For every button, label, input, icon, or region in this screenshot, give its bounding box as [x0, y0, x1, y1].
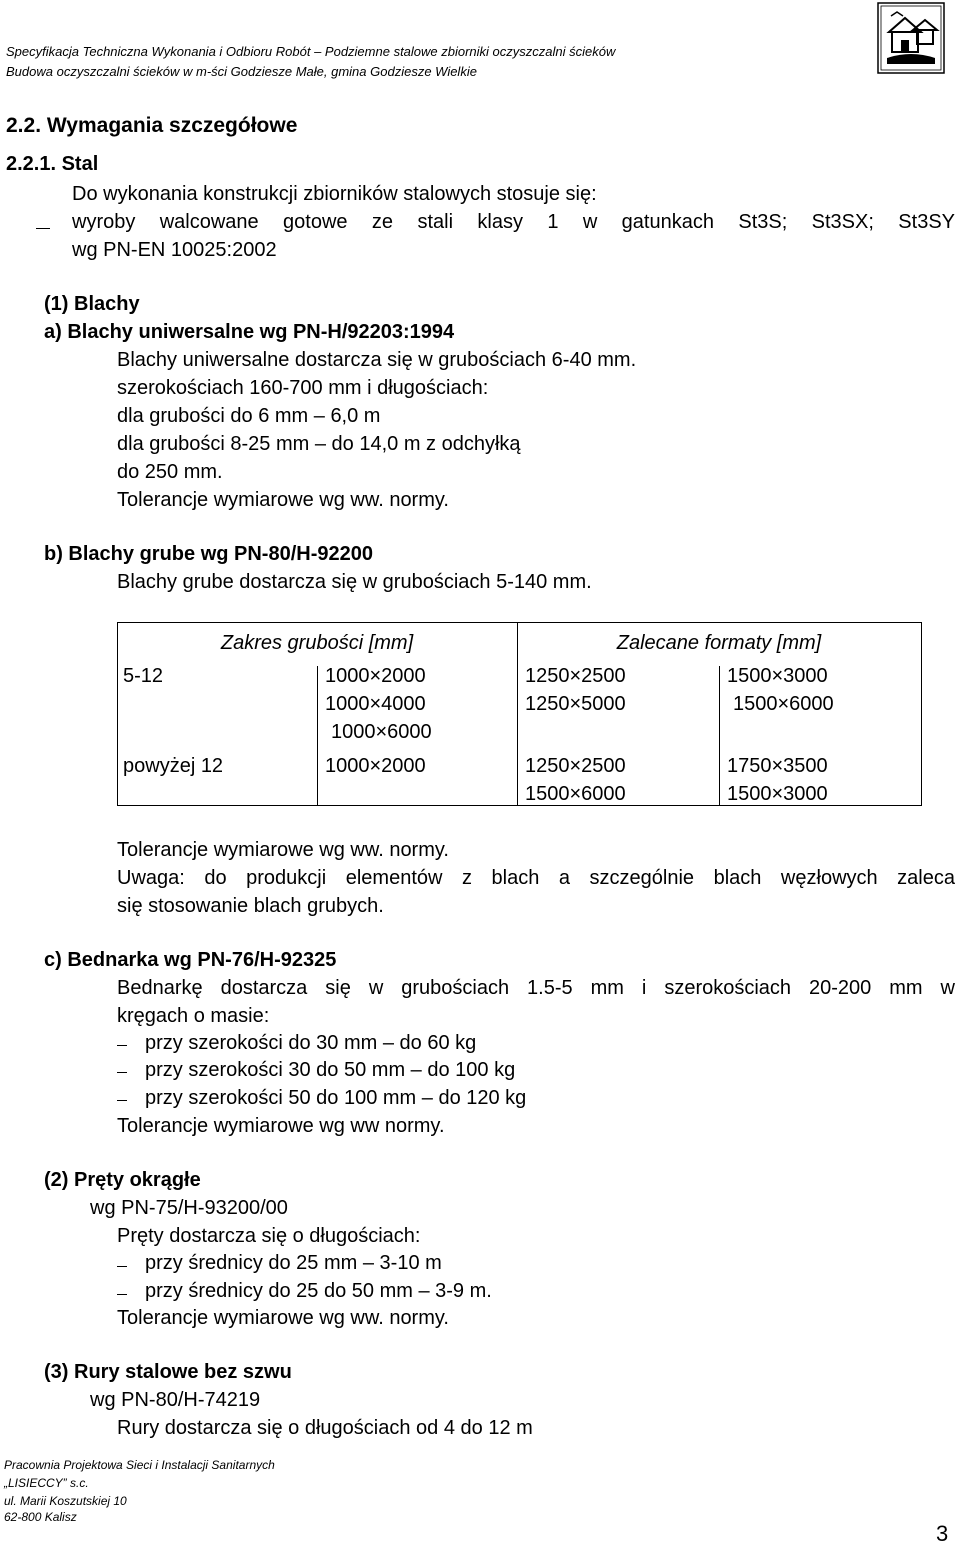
footer-line-4: 62-800 Kalisz: [4, 1510, 77, 1524]
table-cell-format: 1250×2500: [525, 755, 626, 777]
table-cell-size: 1000×2000: [325, 665, 426, 687]
blachy-a-line: dla grubości do 6 mm – 6,0 m: [117, 405, 381, 427]
bednarka-bullet: przy szerokości 50 do 100 mm – do 120 kg: [145, 1087, 527, 1109]
bednarka-heading: c) Bednarka wg PN-76/H-92325: [44, 949, 337, 971]
blachy-a-line: Blachy uniwersalne dostarcza się w grubościach 6-40 mm.: [117, 349, 637, 371]
blachy-a-heading: a) Blachy uniwersalne wg PN-H/92203:1994: [44, 321, 455, 343]
page-number: 3: [936, 1521, 949, 1546]
bullet-dash: [117, 1294, 127, 1295]
blachy-a-line: dla grubości 8-25 mm – do 14,0 m z odchyłką: [117, 433, 521, 455]
section-title: 2.2. Wymagania szczegółowe: [6, 114, 298, 137]
bednarka-bullet: przy szerokości 30 do 50 mm – do 100 kg: [145, 1059, 516, 1081]
prety-bullet: przy średnicy do 25 mm – 3-10 m: [145, 1252, 442, 1274]
note-text-continued: się stosowanie blach grubych.: [117, 895, 384, 917]
table-cell-size: 1000×4000: [325, 693, 426, 715]
table-cell-format: 1500×3000: [727, 665, 828, 687]
table-cell-size: 1000×2000: [325, 755, 426, 777]
table-cell-format: 1500×6000: [733, 693, 834, 715]
bullet-dash: [117, 1072, 127, 1073]
rury-norm: wg PN-80/H-74219: [90, 1389, 261, 1411]
blachy-a-line: szerokościach 160-700 mm i długościach:: [117, 377, 489, 399]
footer-line-1: Pracownia Projektowa Sieci i Instalacji Sanitarnych: [4, 1458, 275, 1472]
table-cell-format: 1250×2500: [525, 665, 626, 687]
intro-text: Do wykonania konstrukcji zbiorników stalowych stosuje się:: [72, 183, 597, 205]
footer-line-3: ul. Marii Koszutskiej 10: [4, 1494, 127, 1508]
prety-heading: (2) Pręty okrągłe: [44, 1169, 201, 1191]
house-logo-icon: [877, 2, 945, 74]
prety-bullet: przy średnicy do 25 do 50 mm – 3-9 m.: [145, 1280, 492, 1302]
blachy-heading: (1) Blachy: [44, 293, 140, 315]
subsection-title: 2.2.1. Stal: [6, 153, 99, 175]
table-cell-size: 1000×6000: [331, 721, 432, 743]
blachy-b-text: Blachy grube dostarcza się w grubościach 5-140 mm.: [117, 571, 592, 593]
table-cell-format: 1250×5000: [525, 693, 626, 715]
bullet-dash: [117, 1100, 127, 1101]
sheet-sizes-table: [117, 622, 922, 806]
rury-heading: (3) Rury stalowe bez szwu: [44, 1361, 292, 1383]
bullet-dash: [117, 1266, 127, 1267]
table-header-range: Zakres grubości [mm]: [220, 632, 414, 654]
table-header-formats: Zalecane formaty [mm]: [616, 632, 822, 654]
bednarka-text-continued: kręgach o masie:: [117, 1005, 270, 1027]
table-cell-format: 1500×6000: [525, 783, 626, 805]
table-cell-format: 1750×3500: [727, 755, 828, 777]
note-text: Uwaga: do produkcji elementów z blach a szczególnie blach węzłowych zaleca: [117, 867, 955, 889]
bednarka-text: Bednarkę dostarcza się w grubościach 1.5-5 mm i szerokościach 20-200 mm w: [117, 977, 955, 999]
bullet-text: wyroby walcowane gotowe ze stali klasy 1 w gatunkach St3S; St3SX; St3SY: [72, 211, 955, 233]
prety-tolerance: Tolerancje wymiarowe wg ww. normy.: [117, 1307, 449, 1329]
prety-norm: wg PN-75/H-93200/00: [90, 1197, 288, 1219]
rury-text: Rury dostarcza się o długościach od 4 do 12 m: [117, 1417, 533, 1439]
blachy-a-line: Tolerancje wymiarowe wg ww. normy.: [117, 489, 449, 511]
header-line-1: Specyfikacja Techniczna Wykonania i Odbioru Robót – Podziemne stalowe zbiorniki oczyszczalni ścieków: [6, 44, 616, 59]
prety-intro: Pręty dostarcza się o długościach:: [117, 1225, 421, 1247]
footer-line-2: „LISIECCY” s.c.: [4, 1476, 89, 1490]
table-cell-format: 1500×3000: [727, 783, 828, 805]
blachy-b-heading: b) Blachy grube wg PN-80/H-92200: [44, 543, 373, 565]
bullet-text-continued: wg PN-EN 10025:2002: [72, 239, 277, 261]
table-cell-range: powyżej 12: [123, 755, 224, 777]
table-tolerance-text: Tolerancje wymiarowe wg ww. normy.: [117, 839, 449, 861]
bednarka-tolerance: Tolerancje wymiarowe wg ww normy.: [117, 1115, 445, 1137]
blachy-a-line: do 250 mm.: [117, 461, 223, 483]
header-line-2: Budowa oczyszczalni ścieków w m-ści Godziesze Małe, gmina Godziesze Wielkie: [6, 64, 477, 79]
bednarka-bullet: przy szerokości do 30 mm – do 60 kg: [145, 1032, 477, 1054]
bullet-dash: [36, 228, 50, 229]
table-cell-range: 5-12: [123, 665, 164, 687]
bullet-dash: [117, 1045, 127, 1046]
